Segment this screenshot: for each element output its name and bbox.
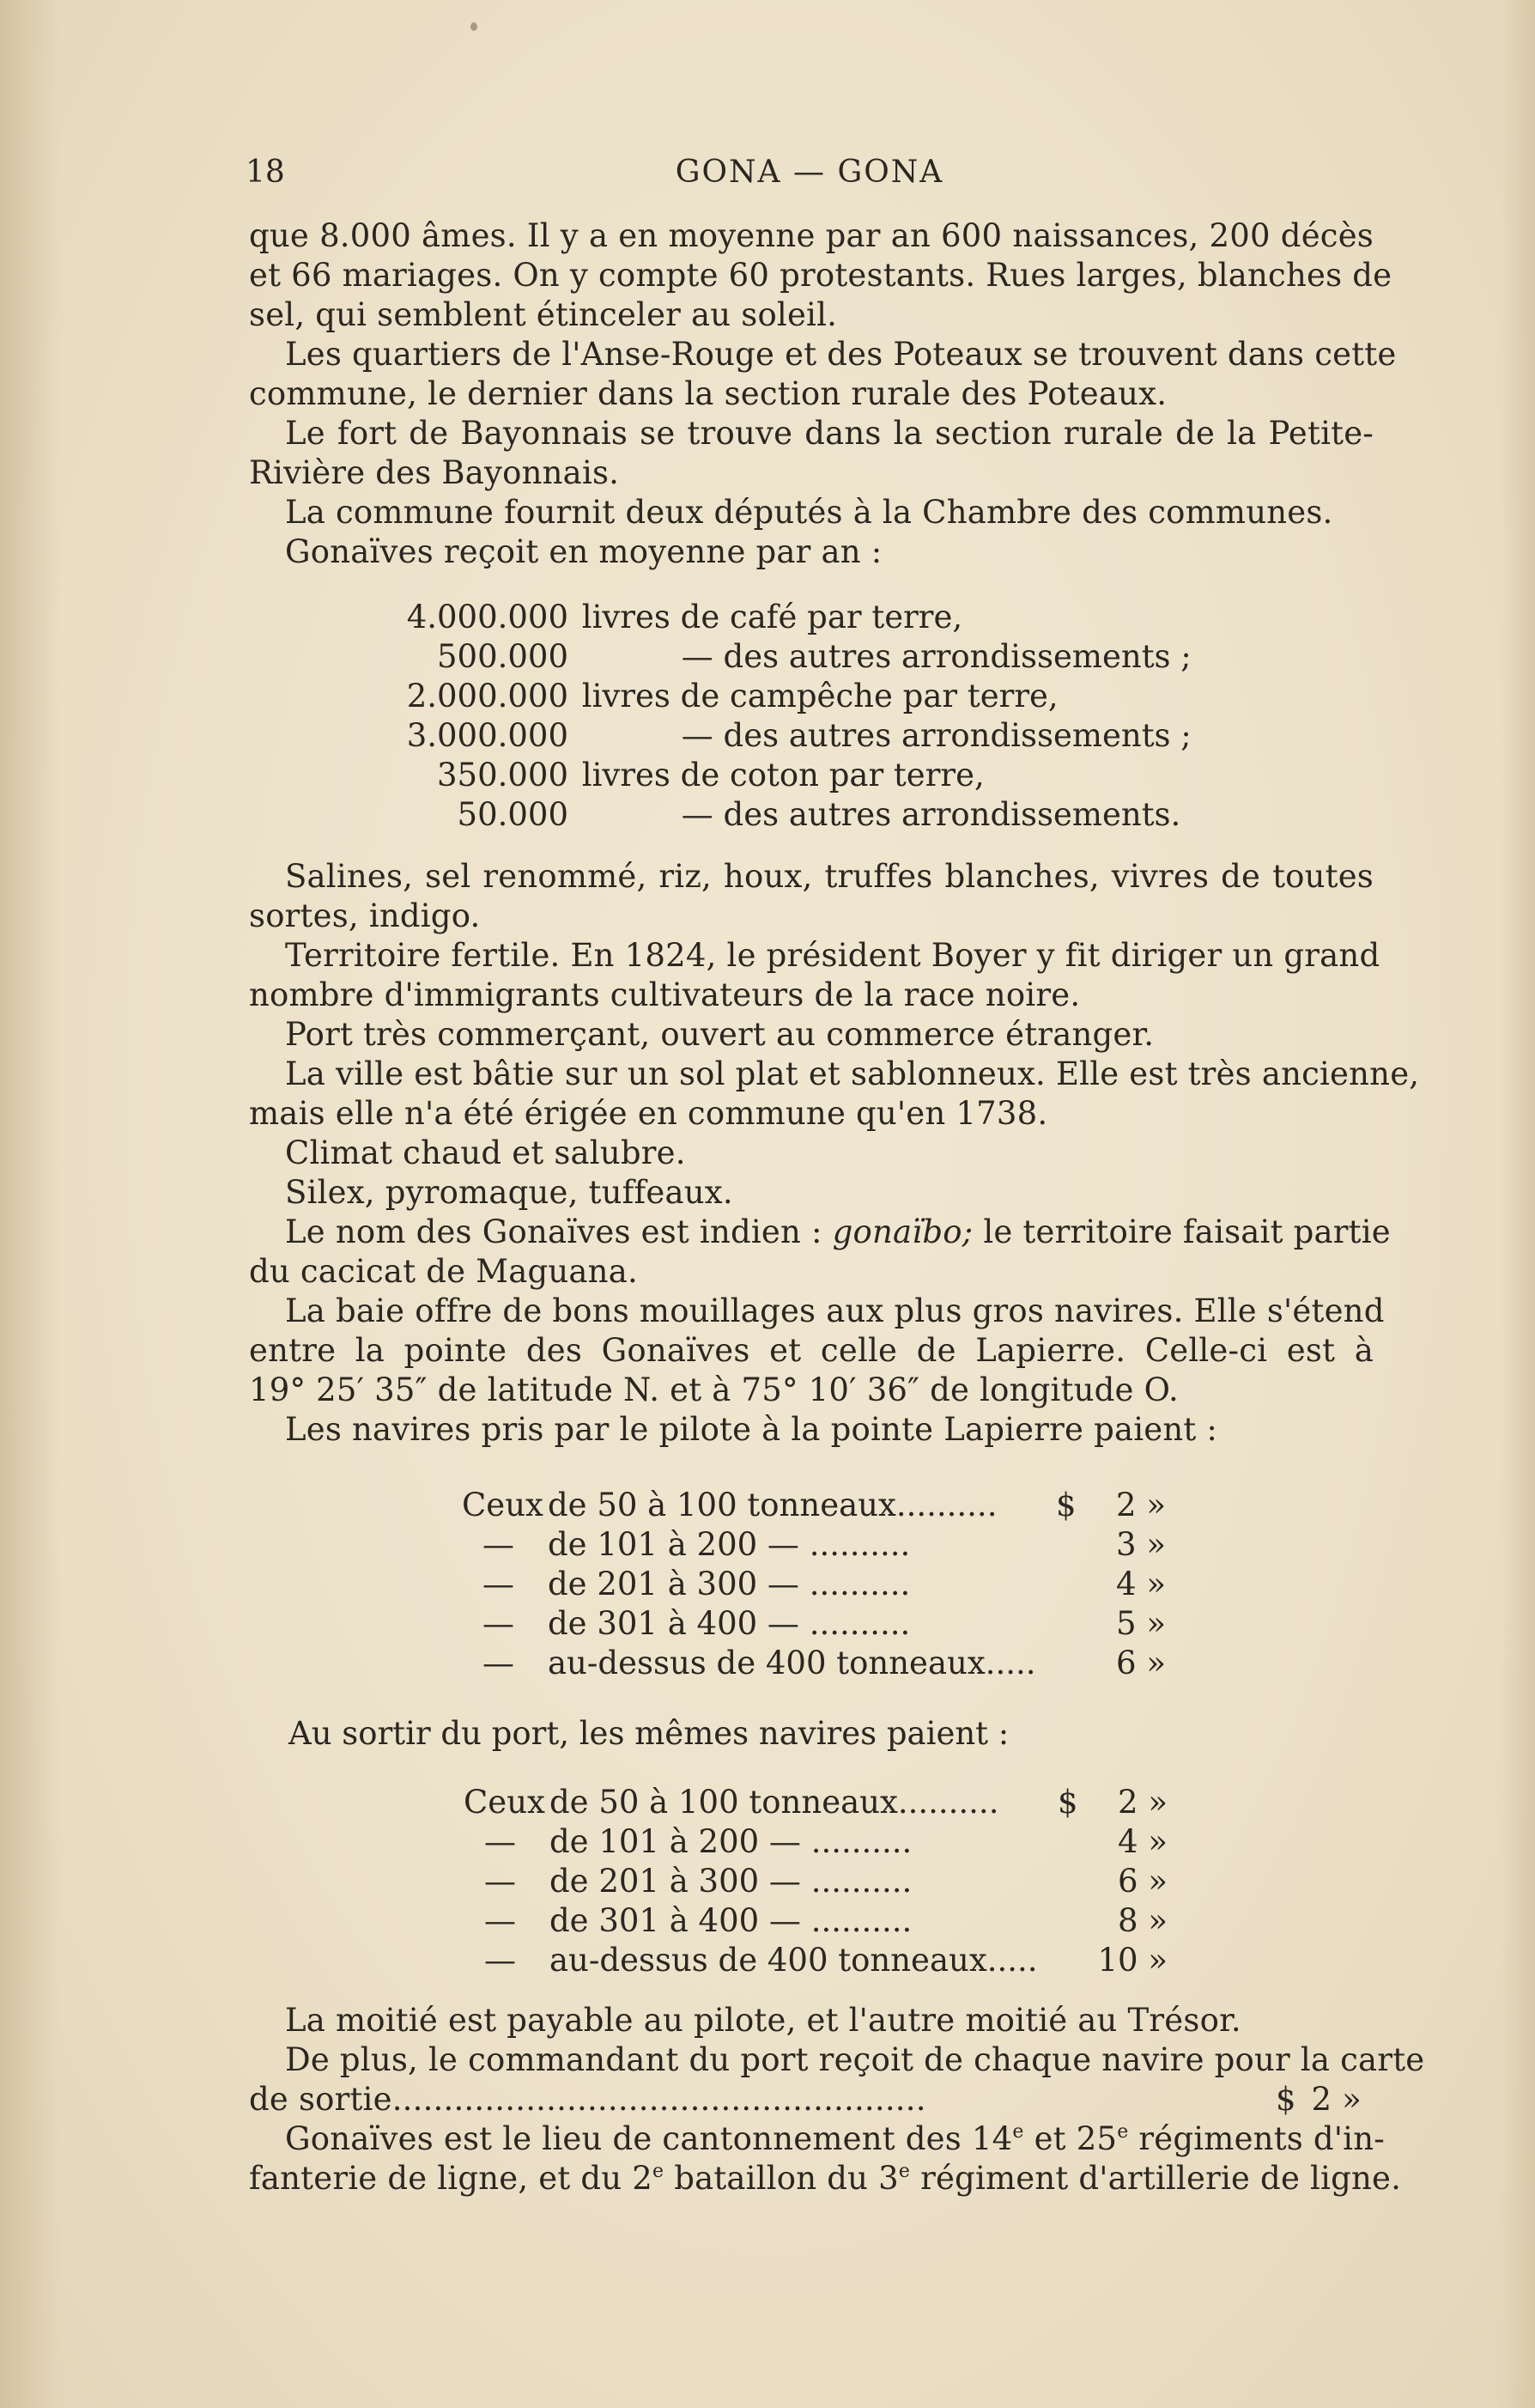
text-line: entre la pointe des Gonaïves et celle de Lapierre. Celle-ci est à <box>249 1332 1374 1369</box>
text-line: sel, qui semblent étinceler au soleil. <box>249 296 838 333</box>
text-line: Gonaïves est le lieu de cantonnement des 14e et 25e régiments d'in- <box>285 2120 1385 2157</box>
text-line: De plus, le commandant du port reçoit de chaque navire pour la carte <box>285 2041 1425 2078</box>
running-title: GONA — GONA <box>675 155 944 190</box>
text-line: Territoire fertile. En 1824, le président Boyer y fit diriger un grand <box>285 937 1380 974</box>
text-line: Climat chaud et salubre. <box>285 1134 686 1171</box>
produce-row: 4.000.000 livres de café par terre, <box>406 599 963 635</box>
text-line: et 66 mariages. On y compte 60 protestants. Rues larges, blanches de <box>249 257 1392 294</box>
text-line: Salines, sel renommé, riz, houx, truffes blanches, vivres de toutes <box>285 858 1374 895</box>
text-line: Au sortir du port, les mêmes navires paient : <box>288 1715 1010 1752</box>
text-line: La moitié est payable au pilote, et l'autre moitié au Trésor. <box>285 2002 1241 2039</box>
page-edge-shadow-right <box>1501 0 1535 2408</box>
text-line: La commune fournit deux députés à la Chambre des communes. <box>285 494 1333 531</box>
text-line: La ville est bâtie sur un sol plat et sablonneux. Elle est très ancienne, <box>285 1055 1420 1092</box>
scanned-page: 18 GONA — GONA que 8.000 âmes. Il y a en moyenne par an 600 naissances, 200 décès et 66 mariages. On y compte 60 protestants. Rues larges, blanches de sel, qui semblent étinceler au soleil. Les quartiers de l'Anse-Rouge et des Poteaux se trouvent dans cette commune, le dernier dans la section rurale des Poteaux. Le fort de Bayonnais se trouve dans la section rurale de la Petite- Rivière des Bayonnais. La commune fournit deux députés à la Chambre des communes. Gonaïves reçoit en moyenne par an : 4.000.000 livres de café par terre, 500.000 — des autres arrondissements ; 2.000.000 livres de campêche par terre, 3.000.000 — des autres arrondissements ; 350.000 livres de coton par terre, 50.000 — des autres arrondissements. Salines, sel renommé, riz, houx, truffes blanches, vivres de toutes sortes, indigo. Territoire fertile. En 1824, le président Boyer y fit diriger un grand nombre d'immigrants cultivateurs de la race noire. Port très commerçant, ouvert au commerce étranger. La ville est bâtie sur un sol plat et sablonneux. Elle est très ancienne, mais elle n'a été érigée en commune qu'en 1738. Climat chaud et salubre. Silex, pyromaque, tuffeaux. Le nom des Gonaïves est indien : gonaïbo; le territoire faisait partie du cacicat de Maguana. La baie offre de bons mouillages aux plus gros navires. Elle s'étend entre la pointe des Gonaïves et celle de Lapierre. Celle-ci est à 19° 25′ 35″ de latitude N. et à 75° 10′ 36″ de longitude O. Les navires pris par le pilote à la pointe Lapierre paient : Ceux de 50 à 100 tonneaux.......... $ 2 » — de 101 à 200 — .......... 3 » — de 201 à 300 — .......... 4 » — de 301 à 400 — .......... 5 » — au-dessus de 400 tonneaux..... 6 » Au sortir du port, les mêmes navires paient : Ceux de 50 à 100 tonneaux.......... $ 2 » — de 101 à 200 — .......... 4 » — de 201 à 300 — .......... 6 » — de 301 à 400 — .......... 8 » — au-dessus de 400 tonneaux..... 10 » La moitié est payable au pilote, et l'autre moitié au Trésor. De plus, le commandant du port reçoit de chaque navire pour la carte de sortie.................................................... $ 2 » Gonaïves est le lieu de cantonnement des 14e et 25e régiments d'in- fanterie de ligne, et du 2e bataillon du 3e régiment d'artillerie de ligne. <box>0 0 1535 2408</box>
produce-row: 350.000 livres de coton par terre, <box>436 757 985 794</box>
ink-speck <box>470 22 477 31</box>
text-line: Les quartiers de l'Anse-Rouge et des Poteaux se trouvent dans cette <box>285 336 1397 373</box>
text-line: sortes, indigo. <box>249 897 481 934</box>
text-line: Silex, pyromaque, tuffeaux. <box>285 1174 733 1211</box>
text-line: Gonaïves reçoit en moyenne par an : <box>285 533 883 570</box>
text-line: Le nom des Gonaïves est indien : gonaïbo; le territoire faisait partie <box>285 1213 1391 1250</box>
produce-row: 50.000 — des autres arrondissements. <box>457 796 1181 833</box>
text-line: Le fort de Bayonnais se trouve dans la section rurale de la Petite- <box>285 415 1374 452</box>
text-line: Les navires pris par le pilote à la pointe Lapierre paient : <box>285 1411 1218 1448</box>
produce-row: 3.000.000 — des autres arrondissements ; <box>406 717 1192 754</box>
page-edge-shadow-left <box>0 0 60 2408</box>
produce-row: 500.000 — des autres arrondissements ; <box>436 638 1192 675</box>
page-number: 18 <box>246 155 285 190</box>
text-line: de sortie.................................................... $ 2 » <box>249 2081 1362 2118</box>
produce-row: 2.000.000 livres de campêche par terre, <box>406 678 1059 714</box>
page-header <box>246 155 1374 196</box>
text-line: mais elle n'a été érigée en commune qu'en 1738. <box>249 1095 1048 1132</box>
text-line: La baie offre de bons mouillages aux plus gros navires. Elle s'étend <box>285 1292 1385 1329</box>
text-line: du cacicat de Maguana. <box>249 1253 638 1290</box>
text-line: Port très commerçant, ouvert au commerce étranger. <box>285 1016 1155 1053</box>
text-line: que 8.000 âmes. Il y a en moyenne par an 600 naissances, 200 décès <box>249 217 1374 254</box>
text-line: Rivière des Bayonnais. <box>249 454 620 491</box>
text-line: commune, le dernier dans la section rurale des Poteaux. <box>249 375 1168 412</box>
text-line: nombre d'immigrants cultivateurs de la race noire. <box>249 976 1081 1013</box>
text-line: fanterie de ligne, et du 2e bataillon du 3e régiment d'artillerie de ligne. <box>249 2160 1402 2197</box>
text-line: 19° 25′ 35″ de latitude N. et à 75° 10′ 36″ de longitude O. <box>249 1371 1179 1408</box>
